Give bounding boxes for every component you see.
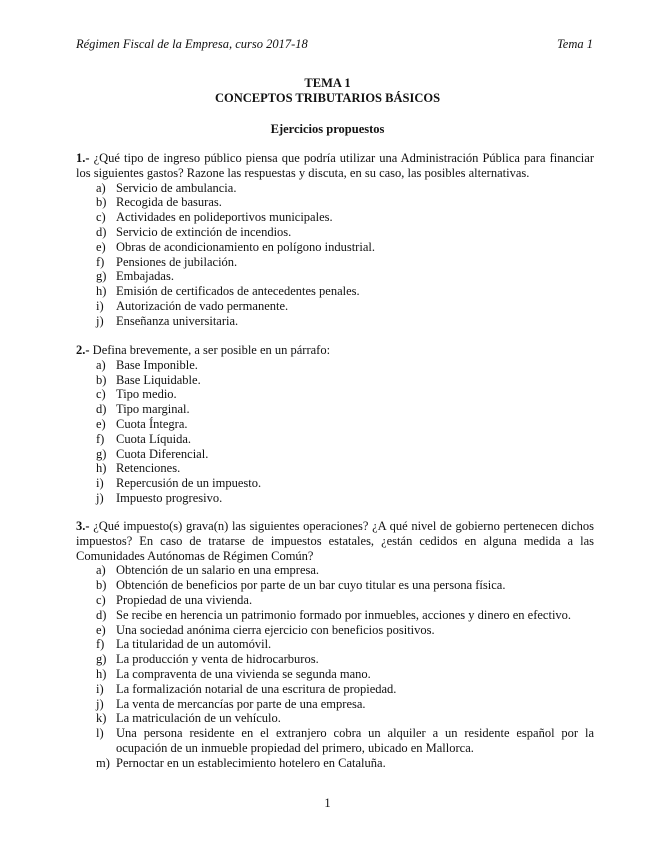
list-item-label: k) xyxy=(96,711,107,726)
list-item-text: La venta de mercancías por parte de una empresa. xyxy=(116,696,366,711)
list-item-label: f) xyxy=(96,254,105,269)
list-item xyxy=(76,240,594,255)
question-1-text xyxy=(76,151,594,181)
list-item-label: i) xyxy=(96,681,104,696)
list-item xyxy=(76,637,594,652)
list-item-text: Obtención de un salario en una empresa. xyxy=(116,563,320,578)
list-item-text: Impuesto progresivo. xyxy=(116,490,223,505)
list-item-label: j) xyxy=(96,490,104,505)
list-item-text: Cuota Íntegra. xyxy=(116,416,188,431)
list-item-text: Servicio de extinción de incendios. xyxy=(116,224,292,239)
question-1-list xyxy=(76,181,594,329)
question-2-text xyxy=(76,343,594,358)
list-item xyxy=(76,578,594,593)
list-item-label: i) xyxy=(96,298,104,313)
list-item xyxy=(76,314,594,329)
list-item xyxy=(76,756,594,771)
list-item-label: g) xyxy=(96,269,107,284)
question-2-body: Defina brevemente, a ser posible en un párrafo: xyxy=(89,343,331,357)
list-item-label: d) xyxy=(96,224,107,239)
list-item xyxy=(76,373,594,388)
question-3-text xyxy=(76,519,594,563)
list-item xyxy=(76,210,594,225)
list-item-label: a) xyxy=(96,563,106,578)
list-item xyxy=(76,284,594,299)
list-item-text: Autorización de vado permanente. xyxy=(116,298,289,313)
question-2-number: 2.- xyxy=(76,343,90,357)
list-item-label: e) xyxy=(96,622,106,637)
list-item xyxy=(76,697,594,712)
list-item xyxy=(76,461,594,476)
list-item-label: h) xyxy=(96,461,107,476)
page-header xyxy=(76,37,593,52)
list-item xyxy=(76,195,594,210)
list-item-text: Propiedad de una vivienda. xyxy=(116,592,253,607)
question-3 xyxy=(76,519,594,771)
list-item-text: La compraventa de una vivienda se segunda mano. xyxy=(116,666,371,681)
list-item-label: m) xyxy=(96,755,110,770)
list-item-label: c) xyxy=(96,592,106,607)
list-item xyxy=(76,402,594,417)
list-item xyxy=(76,682,594,697)
list-item-label: j) xyxy=(96,696,104,711)
list-item xyxy=(76,255,594,270)
list-item-label: a) xyxy=(96,357,106,372)
page-number: 1 xyxy=(324,796,331,810)
list-item-text: La formalización notarial de una escritura de propiedad. xyxy=(116,681,397,696)
list-item-text: Actividades en polideportivos municipales. xyxy=(116,210,333,225)
list-item-text: Pernoctar en un establecimiento hotelero en Cataluña. xyxy=(116,755,386,770)
question-2 xyxy=(76,343,594,506)
question-3-body: ¿Qué impuesto(s) grava(n) las siguientes operaciones? ¿A qué nivel de gobierno pertenecen dichos impuestos? En caso de tratarse de impuestos estatales, ¿están cedidos en alguna medida a las Comunidades Autónomas de Régimen Común? xyxy=(76,519,594,563)
list-item-label: i) xyxy=(96,476,104,491)
list-item xyxy=(76,269,594,284)
list-item xyxy=(76,387,594,402)
list-item-text: Enseñanza universitaria. xyxy=(116,313,239,328)
question-3-number: 3.- xyxy=(76,519,90,533)
list-item-label: g) xyxy=(96,652,107,667)
list-item-text: Embajadas. xyxy=(116,269,174,284)
list-item-label: a) xyxy=(96,180,106,195)
document-title xyxy=(0,76,655,106)
list-item-label: h) xyxy=(96,666,107,681)
list-item xyxy=(76,623,594,638)
title-line-1: TEMA 1 xyxy=(304,76,351,90)
list-item xyxy=(76,417,594,432)
list-item-text: Base Imponible. xyxy=(116,357,198,372)
list-item-text: Una persona residente en el extranjero cobra un alquiler a un residente español por la ocupación de un inmueble propiedad del primero, ubicado en Mallorca. xyxy=(116,726,594,755)
list-item-text: Base Liquidable. xyxy=(116,372,201,387)
list-item-label: f) xyxy=(96,637,105,652)
list-item-label: e) xyxy=(96,416,106,431)
header-topic: Tema 1 xyxy=(556,37,593,51)
list-item-text: Retenciones. xyxy=(116,461,181,476)
question-3-list xyxy=(76,563,594,770)
list-item-label: l) xyxy=(96,726,104,741)
list-item xyxy=(76,476,594,491)
list-item-label: f) xyxy=(96,431,105,446)
list-item-text: La titularidad de un automóvil. xyxy=(116,637,272,652)
question-2-list xyxy=(76,358,594,506)
list-item-text: Cuota Líquida. xyxy=(116,431,191,446)
list-item xyxy=(76,652,594,667)
list-item xyxy=(76,432,594,447)
list-item-label: e) xyxy=(96,239,106,254)
list-item-text: Servicio de ambulancia. xyxy=(116,180,237,195)
list-item xyxy=(76,358,594,373)
list-item-label: g) xyxy=(96,446,107,461)
list-item-text: Tipo marginal. xyxy=(116,402,190,417)
list-item-label: c) xyxy=(96,210,106,225)
title-line-2: CONCEPTOS TRIBUTARIOS BÁSICOS xyxy=(214,91,441,105)
list-item xyxy=(76,181,594,196)
list-item-text: Tipo medio. xyxy=(116,387,177,402)
list-item-label: b) xyxy=(96,195,107,210)
list-item xyxy=(76,667,594,682)
question-1-number: 1.- xyxy=(76,151,90,165)
question-1-body: ¿Qué tipo de ingreso público piensa que podría utilizar una Administración Pública para financiar los siguientes gastos? Razone las respuestas y discuta, en su caso, las posibles alternativas. xyxy=(76,151,594,180)
list-item xyxy=(76,225,594,240)
list-item-text: Cuota Diferencial. xyxy=(116,446,209,461)
header-course-title: Régimen Fiscal de la Empresa, curso 2017-18 xyxy=(76,37,308,51)
list-item xyxy=(76,711,594,726)
list-item-label: d) xyxy=(96,607,107,622)
list-item-text: Obras de acondicionamiento en polígono industrial. xyxy=(116,239,375,254)
list-item-text: La matriculación de un vehículo. xyxy=(116,711,281,726)
list-item-text: Pensiones de jubilación. xyxy=(116,254,238,269)
list-item-text: Repercusión de un impuesto. xyxy=(116,476,262,491)
list-item-text: Se recibe en herencia un patrimonio formado por inmuebles, acciones y dinero en efectivo. xyxy=(116,607,572,622)
list-item-label: b) xyxy=(96,372,107,387)
list-item-label: j) xyxy=(96,313,104,328)
list-item xyxy=(76,299,594,314)
list-item xyxy=(76,563,594,578)
list-item-label: c) xyxy=(96,387,106,402)
list-item-label: h) xyxy=(96,284,107,299)
list-item-text: Recogida de basuras. xyxy=(116,195,222,210)
list-item xyxy=(76,447,594,462)
section-subtitle: Ejercicios propuestos xyxy=(270,122,385,136)
list-item-label: d) xyxy=(96,402,107,417)
list-item-text: Obtención de beneficios por parte de un bar cuyo titular es una persona física. xyxy=(116,578,506,593)
question-1 xyxy=(76,151,594,329)
list-item xyxy=(76,726,594,756)
list-item xyxy=(76,593,594,608)
list-item-text: Una sociedad anónima cierra ejercicio con beneficios positivos. xyxy=(116,622,435,637)
list-item xyxy=(76,491,594,506)
list-item-label: b) xyxy=(96,578,107,593)
list-item xyxy=(76,608,594,623)
list-item-text: La producción y venta de hidrocarburos. xyxy=(116,652,319,667)
list-item-text: Emisión de certificados de antecedentes penales. xyxy=(116,284,360,299)
